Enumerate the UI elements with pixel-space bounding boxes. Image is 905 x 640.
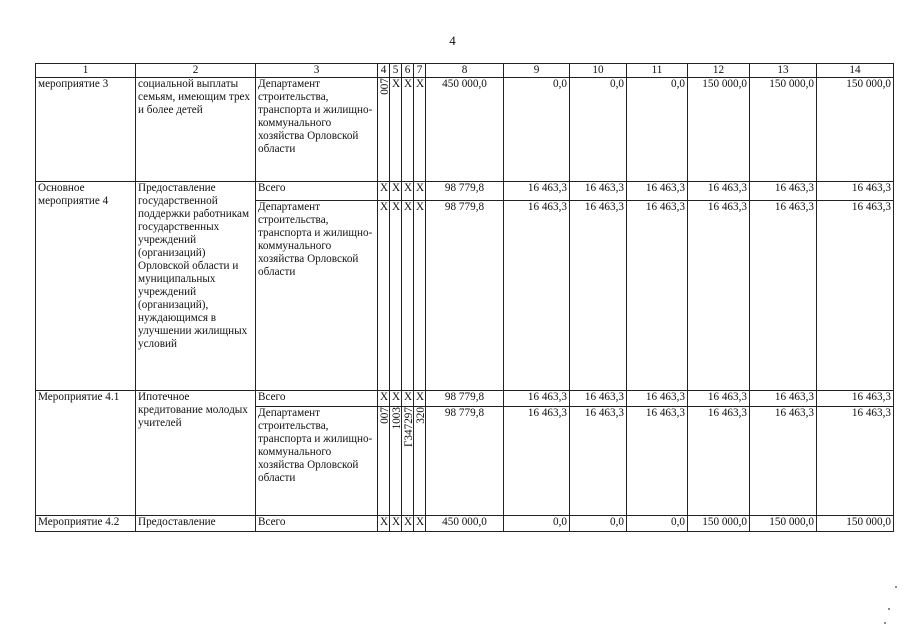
- header-cell: 12: [688, 64, 750, 78]
- total-cell: 98 779,8: [426, 201, 504, 391]
- code-grbs-cell: X: [378, 182, 390, 201]
- code-rzpr-cell: 1003: [390, 407, 402, 516]
- header-cell: 2: [136, 64, 256, 78]
- year-value-cell: 16 463,3: [504, 391, 570, 407]
- year-value-cell: 16 463,3: [570, 182, 627, 201]
- table-row: [36, 78, 894, 182]
- year-value-cell: 16 463,3: [504, 407, 570, 516]
- code-grbs-cell: 007: [378, 78, 390, 182]
- year-value-cell: 150 000,0: [817, 516, 894, 532]
- code-csr-cell: X: [402, 182, 414, 201]
- code-grbs-cell: X: [378, 516, 390, 532]
- executor-cell: Всего: [256, 391, 378, 407]
- code-rzpr-cell: X: [390, 78, 402, 182]
- year-value-cell: 16 463,3: [627, 182, 688, 201]
- total-cell: 98 779,8: [426, 182, 504, 201]
- year-value-cell: 16 463,3: [688, 391, 750, 407]
- year-value-cell: 16 463,3: [817, 391, 894, 407]
- year-value-cell: 16 463,3: [817, 182, 894, 201]
- year-value-cell: 16 463,3: [750, 391, 817, 407]
- code-vr-cell: X: [414, 182, 426, 201]
- year-value-cell: 16 463,3: [750, 407, 817, 516]
- code-vr-cell: X: [414, 516, 426, 532]
- year-value-cell: 150 000,0: [688, 516, 750, 532]
- code-grbs-cell: X: [378, 391, 390, 407]
- event-name-cell: Основное мероприятие 4: [36, 182, 136, 391]
- year-value-cell: 16 463,3: [504, 201, 570, 391]
- total-cell: 450 000,0: [426, 516, 504, 532]
- event-name-cell: мероприятие 3: [36, 78, 136, 182]
- scan-speck: [888, 608, 890, 610]
- executor-cell: Всего: [256, 516, 378, 532]
- header-cell: 3: [256, 64, 378, 78]
- event-description-cell: Предоставление государственной поддержки работникам государственных учреждений (организаций) Орловской области и муниципальных учреждений (организаций), нуждающимся в улучшении жилищных условий: [136, 182, 256, 391]
- total-cell: 450 000,0: [426, 78, 504, 182]
- event-description-cell: социальной выплаты семьям, имеющим трех и более детей: [136, 78, 256, 182]
- year-value-cell: 16 463,3: [688, 407, 750, 516]
- header-row: [36, 64, 894, 78]
- year-value-cell: 0,0: [627, 78, 688, 182]
- table-row: [36, 182, 894, 201]
- header-cell: 9: [504, 64, 570, 78]
- header-cell: 8: [426, 64, 504, 78]
- code-rzpr-cell: X: [390, 201, 402, 391]
- header-cell: 11: [627, 64, 688, 78]
- event-description-cell: Ипотечное кредитование молодых учителей: [136, 391, 256, 516]
- code-csr-cell: X: [402, 201, 414, 391]
- year-value-cell: 0,0: [627, 516, 688, 532]
- code-csr-cell: X: [402, 391, 414, 407]
- event-name-cell: Мероприятие 4.2: [36, 516, 136, 532]
- code-rzpr-cell: X: [390, 516, 402, 532]
- code-grbs-cell: X: [378, 201, 390, 391]
- code-grbs-cell: 007: [378, 407, 390, 516]
- year-value-cell: 16 463,3: [817, 201, 894, 391]
- executor-cell: Департамент строительства, транспорта и жилищно-коммунального хозяйства Орловской области: [256, 201, 378, 391]
- year-value-cell: 16 463,3: [570, 391, 627, 407]
- header-cell: 7: [414, 64, 426, 78]
- year-value-cell: 16 463,3: [750, 182, 817, 201]
- event-description-cell: Предоставление: [136, 516, 256, 532]
- year-value-cell: 16 463,3: [688, 182, 750, 201]
- code-rzpr-cell: X: [390, 182, 402, 201]
- header-cell: 5: [390, 64, 402, 78]
- year-value-cell: 150 000,0: [750, 516, 817, 532]
- executor-cell: Департамент строительства, транспорта и жилищно-коммунального хозяйства Орловской области: [256, 78, 378, 182]
- header-cell: 14: [817, 64, 894, 78]
- year-value-cell: 16 463,3: [817, 407, 894, 516]
- code-vr-cell: X: [414, 201, 426, 391]
- header-cell: 1: [36, 64, 136, 78]
- year-value-cell: 0,0: [504, 78, 570, 182]
- year-value-cell: 150 000,0: [688, 78, 750, 182]
- total-cell: 98 779,8: [426, 407, 504, 516]
- year-value-cell: 16 463,3: [504, 182, 570, 201]
- executor-cell: Всего: [256, 182, 378, 201]
- year-value-cell: 0,0: [504, 516, 570, 532]
- year-value-cell: 16 463,3: [627, 201, 688, 391]
- header-cell: 4: [378, 64, 390, 78]
- year-value-cell: 16 463,3: [750, 201, 817, 391]
- table-row: [36, 391, 894, 407]
- year-value-cell: 16 463,3: [688, 201, 750, 391]
- code-rzpr-cell: X: [390, 391, 402, 407]
- year-value-cell: 150 000,0: [817, 78, 894, 182]
- code-vr-cell: X: [414, 78, 426, 182]
- year-value-cell: 150 000,0: [750, 78, 817, 182]
- executor-cell: Департамент строительства, транспорта и жилищно-коммунального хозяйства Орловской области: [256, 407, 378, 516]
- year-value-cell: 0,0: [570, 516, 627, 532]
- code-csr-cell: Г347297: [402, 407, 414, 516]
- total-cell: 98 779,8: [426, 391, 504, 407]
- code-vr-cell: 320: [414, 407, 426, 516]
- code-vr-cell: X: [414, 391, 426, 407]
- scan-speck: [884, 622, 886, 624]
- page-number: 4: [449, 33, 456, 48]
- year-value-cell: 16 463,3: [570, 201, 627, 391]
- event-name-cell: Мероприятие 4.1: [36, 391, 136, 516]
- header-cell: 6: [402, 64, 414, 78]
- year-value-cell: 16 463,3: [627, 391, 688, 407]
- table-row: [36, 516, 894, 532]
- header-cell: 10: [570, 64, 627, 78]
- scan-speck: [895, 586, 897, 588]
- budget-table: [35, 63, 894, 532]
- year-value-cell: 16 463,3: [627, 407, 688, 516]
- year-value-cell: 0,0: [570, 78, 627, 182]
- year-value-cell: 16 463,3: [570, 407, 627, 516]
- code-csr-cell: X: [402, 78, 414, 182]
- code-csr-cell: X: [402, 516, 414, 532]
- header-cell: 13: [750, 64, 817, 78]
